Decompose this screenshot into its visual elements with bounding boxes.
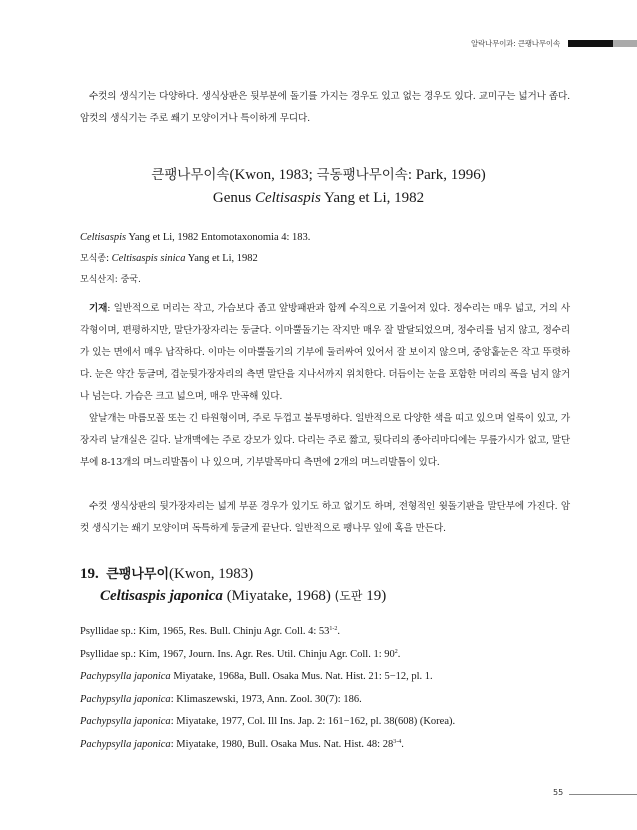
lit-end: .	[397, 648, 401, 660]
genus-heading-line1	[0, 164, 637, 187]
description-paragraph-1	[80, 298, 570, 408]
lit-citation: : Klimaszewski, 1973, Ann. Zool. 30(7): 186.	[170, 693, 362, 705]
lit-figure-sup: 1-2	[329, 626, 338, 632]
genus-kor-name2: 극동팽나무이속	[316, 167, 408, 183]
genus-kor-ref1: (Kwon, 1983;	[229, 167, 317, 183]
genus-kor-name: 큰팽나무이속	[151, 167, 230, 183]
lit-end: .	[401, 738, 404, 750]
species-kor-ref: (Kwon, 1983)	[169, 566, 254, 582]
genus-name: Celtisaspis	[254, 190, 321, 206]
lit-taxon: Pachypsylla japonica	[80, 693, 171, 705]
species-heading-line1	[80, 563, 253, 586]
species-kor-name: 큰팽나무이	[106, 567, 170, 582]
plate-number: 19)	[362, 588, 387, 604]
genus-original-ref	[80, 227, 310, 249]
lit-citation: : Miyatake, 1980, Bull. Osaka Mus. Nat. Hist. 48: 28	[170, 738, 394, 750]
type-species-author: Yang et Li, 1982	[185, 253, 258, 264]
type-locality	[80, 269, 141, 292]
type-species: 모식종: Celtisaspis sinica Yang et Li, 1982	[80, 253, 258, 264]
genus-heading-line2	[0, 187, 637, 210]
lit-citation: : Kim, 1965, Res. Bull. Chinju Agr. Coll. 4: 53	[133, 626, 330, 637]
lit-end: .	[337, 626, 341, 637]
species-heading-line2	[100, 585, 386, 607]
lit-figure-sup: 2	[394, 648, 398, 655]
header-bar-dark	[568, 40, 613, 47]
genus-kor-ref2: : Park, 1996)	[407, 167, 486, 183]
running-header	[471, 37, 637, 49]
genus-original-name: Celtisaspis	[80, 232, 127, 243]
plate-label: (도판	[334, 589, 363, 603]
lit-taxon: Pachypsylla japonica	[80, 716, 171, 727]
literature-item	[80, 666, 433, 689]
lit-citation: Miyatake, 1968a, Bull. Osaka Mus. Nat. Hist. 21: 5−12, pl. 1.	[170, 671, 433, 682]
description-paragraph-2: 앞날개는 마름모꼴 또는 긴 타원형이며, 주로 두껍고 불투명하다. 일반적으로 다양한 색을 띠고 있으며 얼룩이 있고, 가장자리 날개실은 길다. 날개맥에는 주로 강모가 있다. 다리는 주로 짧고, 뒷다리의 종아리마디에는 무릎가시가 없고, 말단부에 8-13개의 며느리발톱이 나 있으며, 기부발목마디 측면에 2개의 며느리발톱이 있다.	[80, 413, 570, 468]
lit-figure-sup: 3-4	[393, 738, 402, 745]
header-bar-light	[613, 40, 637, 47]
description-text-1: : 일반적으로 머리는 작고, 가슴보다 좁고 앞방패판과 함께 수직으로 기울어져 있다. 정수리는 매우 넓고, 거의 사각형이며, 편평하지만, 말단가장자리는 둥글다. 이마뿔돌기는 작지만 매우 잘 발달되었으며, 정수리를 넘지 않고, 정수리가 있는 면에서 매우 납작하다. 이마는 이마뿔돌기의 기부에 둘러싸여 있어서 잘 보이지 않으며, 중앙홑눈은 작고 뚜렷하다. 눈은 약간 둥글며, 겹눈뒷가장자리의 측면 말단을 지나서까지 위치한다. 더듬이는 눈을 포함한 머리의 폭을 넘지 않거나 넘는다. 가슴은 크고 넓으며, 매우 만곡해 있다.	[80, 303, 570, 402]
lit-taxon: Pachypsylla japonica	[80, 671, 171, 682]
lit-citation: : Miyatake, 1977, Col. Ill Ins. Jap. 2: 161−162, pl. 38(608) (Korea).	[170, 716, 456, 727]
literature-item	[80, 734, 404, 757]
intro-paragraph: 수컷의 생식기는 다양하다. 생식상판은 뒷부분에 돌기를 가지는 경우도 있고 없는 경우도 있다. 교미구는 넓거나 좁다. 암컷의 생식기는 주로 쐐기 모양이거나 특이하게 무디다.	[80, 91, 570, 124]
literature-item	[80, 689, 362, 712]
lit-taxon: Psyllidae sp.	[80, 648, 134, 660]
species-sci-ref: (Miyatake, 1968)	[222, 588, 335, 604]
literature-item	[80, 711, 455, 734]
genus-original-citation: Yang et Li, 1982 Entomotaxonomia 4: 183.	[126, 232, 311, 243]
lit-taxon: Pachypsylla japonica	[80, 738, 171, 750]
genus-prefix: Genus	[212, 190, 255, 206]
literature-item	[80, 644, 400, 667]
species-sci-name: Celtisaspis japonica	[100, 588, 223, 604]
page-number: 55	[553, 788, 564, 797]
running-title: 알락나무이과: 큰팽나무이속	[470, 38, 560, 48]
lit-citation: : Kim, 1967, Journ. Ins. Agr. Res. Util. Chinju Agr. Coll. 1: 90	[133, 648, 395, 660]
species-number: 19.	[80, 566, 99, 582]
type-locality-label: 모식산지	[80, 275, 115, 285]
description-paragraph-3: 수컷 생식상판의 뒷가장자리는 넓게 부푼 경우가 있기도 하고 없기도 하며, 전형적인 윗돌기판을 말단부에 가진다. 암컷 생식기는 쐐기 모양이며 독특하게 둥글게 끝난다. 일반적으로 팽나무 잎에 혹을 만든다.	[80, 501, 570, 534]
type-species-label: 모식종	[80, 254, 107, 264]
footer-rule	[569, 794, 637, 795]
lit-taxon: Psyllidae sp.	[80, 626, 134, 637]
literature-item	[80, 621, 340, 644]
description-label: 기재	[89, 303, 108, 314]
genus-author: Yang et Li, 1982	[320, 190, 425, 206]
type-locality-value: : 중국.	[114, 275, 141, 285]
type-species-name: Celtisaspis sinica	[111, 253, 186, 264]
